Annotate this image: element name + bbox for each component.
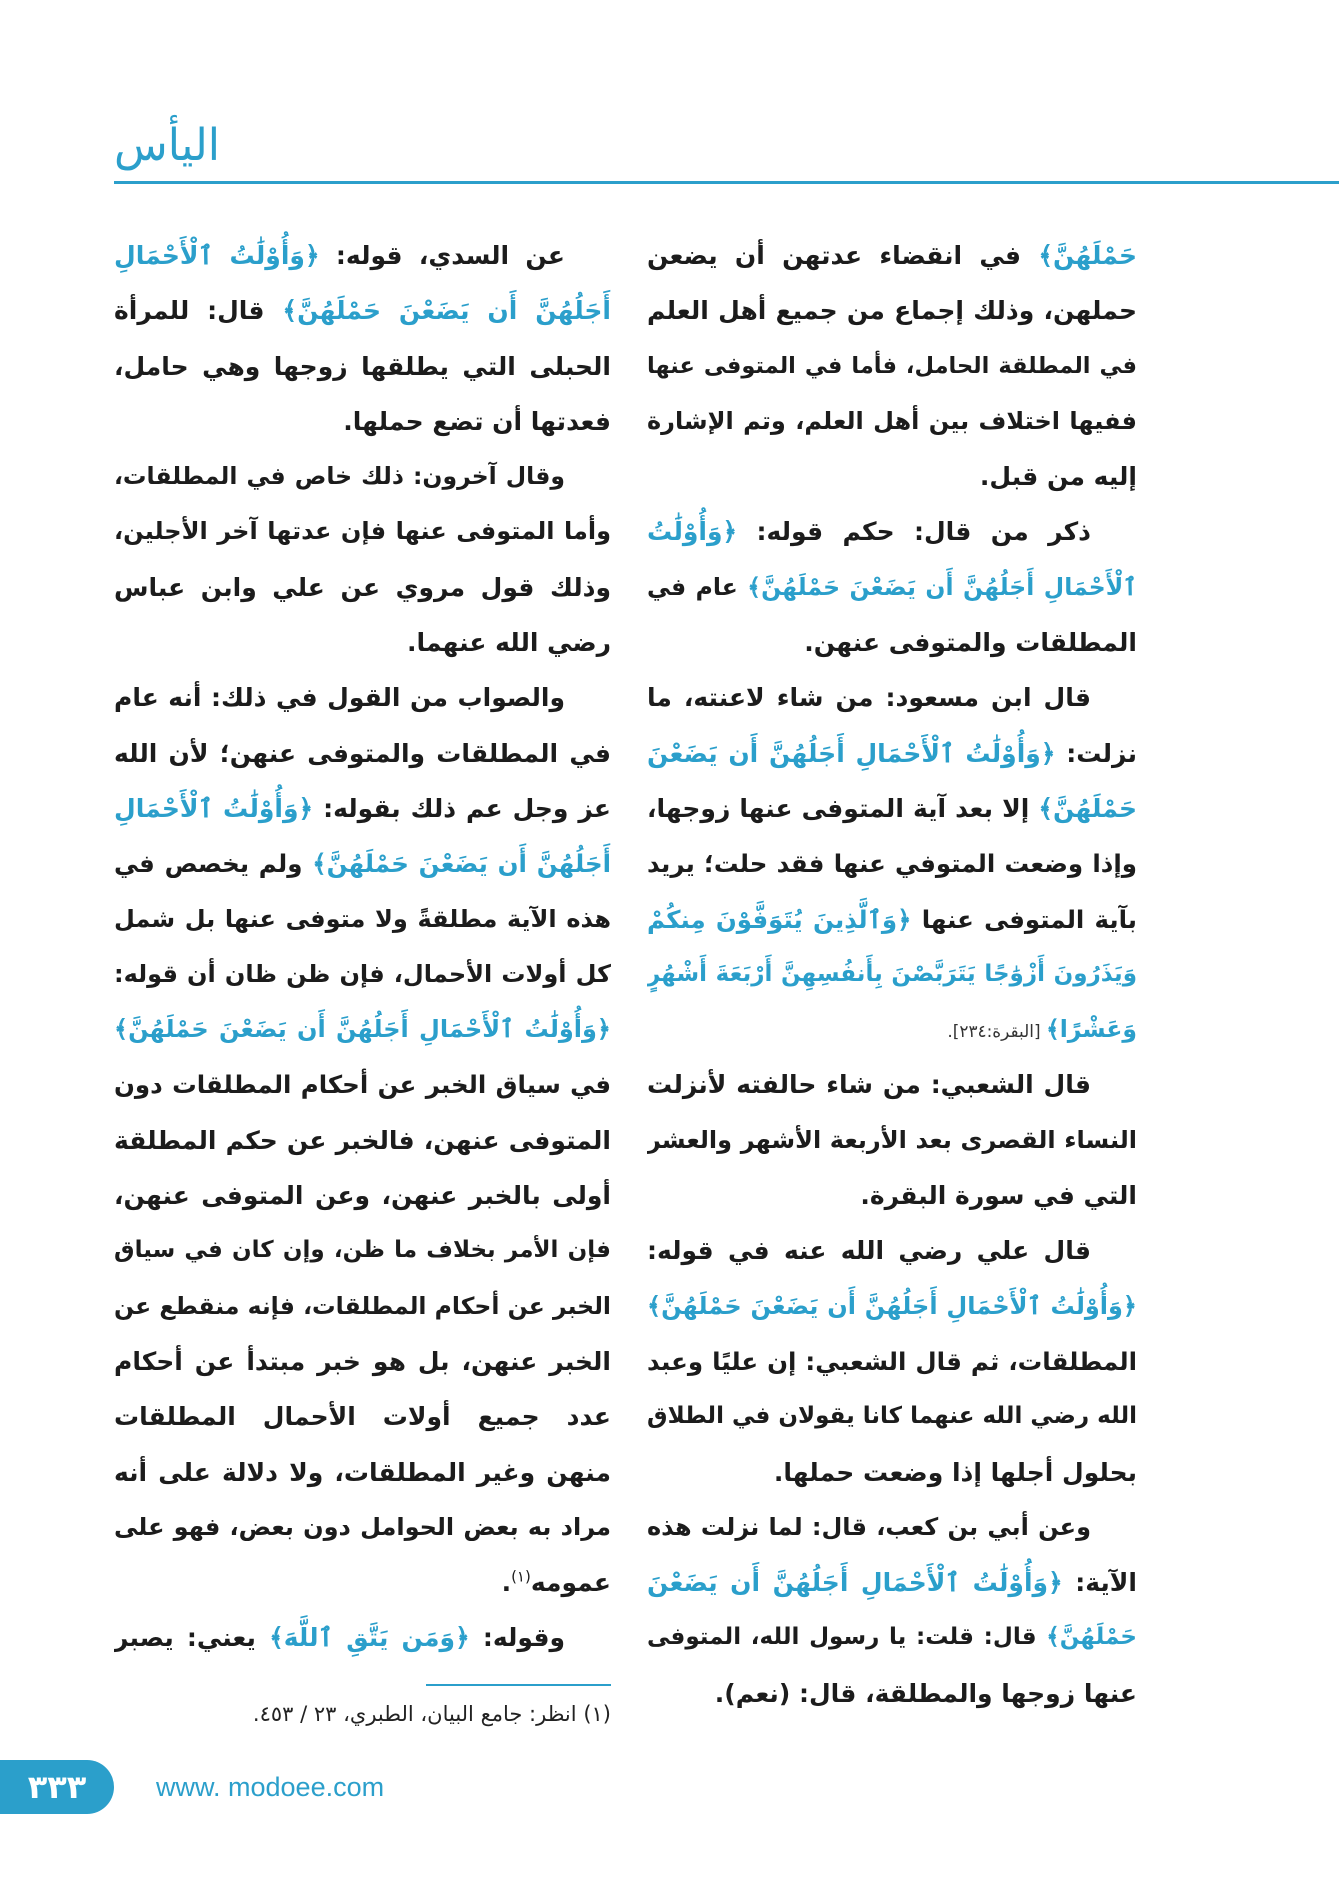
header-rule: [114, 181, 1339, 184]
body-text: فعدتها أن تضع حملها.: [343, 406, 611, 436]
text-line: [114, 1389, 611, 1444]
quran-verse: وَيَذَرُونَ أَزْوَٰجًا يَتَرَبَّصْنَ بِأَنفُسِهِنَّ أَرْبَعَةَ أَشْهُرٍ: [647, 960, 1137, 987]
quran-verse: ﴿وَأُوْلَٰتُ ٱلْأَحْمَالِ أَجَلُهُنَّ أَن يَضَعْنَ حَمْلَهُنَّ﴾: [647, 1291, 1137, 1320]
text-line: [647, 892, 1137, 947]
verse-citation: [البقرة:٢٣٤].: [947, 1021, 1046, 1042]
body-text: وقوله:: [469, 1623, 565, 1653]
text-line: [114, 947, 611, 1002]
quran-verse: ﴿وَأُوْلَٰتُ ٱلْأَحْمَالِ أَجَلُهُنَّ أَن يَضَعْنَ: [647, 738, 1056, 768]
text-line: [114, 339, 611, 394]
quran-verse: حَمْلَهُنَّ﴾: [1046, 1624, 1137, 1651]
body-text: الخبر عن أحكام المطلقات، فإنه منقطع عن: [114, 1291, 611, 1320]
body-text: وقال آخرون: ذلك خاص في المطلقات،: [114, 462, 565, 491]
text-line: [114, 228, 611, 283]
text-line: [647, 836, 1137, 891]
text-line: [647, 1168, 1137, 1223]
text-line: [647, 1113, 1137, 1168]
paragraph: [647, 228, 1137, 504]
body-text: قال الشعبي: من شاء حالفته لأنزلت: [647, 1070, 1091, 1100]
text-line: [114, 670, 611, 725]
text-line: [647, 726, 1137, 781]
body-text: الله رضي الله عنهما كانا يقولان في الطلاق: [647, 1403, 1137, 1430]
body-text: حملهن، وذلك إجماع من جميع أهل العلم: [647, 296, 1137, 326]
body-text: منهن وغير المطلقات، ولا دلالة على أنه: [114, 1457, 611, 1487]
quran-verse: حَمْلَهُنَّ﴾: [1038, 793, 1137, 823]
right-column: [647, 228, 1137, 1724]
body-text: الآية:: [1062, 1568, 1137, 1598]
body-text: النساء القصرى بعد الأربعة الأشهر والعشر: [647, 1125, 1137, 1154]
text-line: [647, 1500, 1137, 1555]
text-line: [647, 615, 1137, 670]
text-line: [114, 1334, 611, 1389]
body-text: يعني: يصبر: [114, 1623, 270, 1653]
quran-verse: أَجَلُهُنَّ أَن يَضَعْنَ حَمْلَهُنَّ﴾: [282, 296, 611, 326]
paragraph: [114, 1610, 611, 1665]
text-line: [647, 1002, 1137, 1057]
paragraph: [114, 449, 611, 670]
body-text: في المطلقة الحامل، فأما في المتوفى عنها: [647, 352, 1137, 379]
page-number-tab: [0, 1760, 114, 1814]
text-line: [647, 670, 1137, 725]
text-line: [647, 339, 1137, 394]
body-text: وعن أبي بن كعب، قال: لما نزلت هذه: [647, 1512, 1091, 1541]
body-text: عمومه: [530, 1568, 611, 1598]
body-text: في سياق الخبر عن أحكام المطلقات دون: [114, 1070, 611, 1100]
body-text: وإذا وضعت المتوفي عنها فقد حلت؛ يريد: [647, 849, 1137, 879]
body-text: عدد جميع أولات الأحمال المطلقات: [114, 1402, 611, 1432]
body-text: عز وجل عم ذلك بقوله:: [313, 793, 611, 823]
body-text: المتوفى عنهن، فالخبر عن حكم المطلقة: [114, 1125, 611, 1155]
website-url: www. modoee.com: [156, 1772, 385, 1802]
quran-verse: ﴿وَأُوْلَٰتُ ٱلْأَحْمَالِ: [114, 793, 314, 823]
footnote-text: انظر: جامع البيان، الطبري، ٢٣ / ٤٥٣.: [252, 1702, 577, 1726]
text-line: [114, 1168, 611, 1223]
left-column: [114, 228, 611, 1668]
quran-verse: وَعَشْرًا﴾: [1045, 1015, 1137, 1044]
body-text: ذكر من قال: حكم قوله:: [737, 517, 1091, 547]
body-text: ففيها اختلاف بين أهل العلم، وتم الإشارة: [647, 406, 1137, 435]
text-line: [114, 504, 611, 559]
quran-verse: ﴿وَأُوْلَٰتُ ٱلْأَحْمَالِ أَجَلُهُنَّ أَن يَضَعْنَ حَمْلَهُنَّ﴾: [114, 1015, 611, 1044]
text-line: [114, 1555, 611, 1610]
text-line: [647, 947, 1137, 1002]
text-line: [114, 781, 611, 836]
body-text: .: [501, 1568, 512, 1598]
body-text: إلا بعد آية المتوفى عنها زوجها،: [647, 793, 1039, 823]
body-text: الخبر عنهن، بل هو خبر مبتدأ عن أحكام: [114, 1346, 611, 1376]
body-text: نزلت:: [1055, 738, 1137, 768]
footnote: [114, 1696, 611, 1732]
text-line: [647, 1610, 1137, 1665]
text-line: [114, 836, 611, 891]
text-line: [647, 283, 1137, 338]
body-text: قال ابن مسعود: من شاء لاعنته، ما: [647, 683, 1091, 713]
text-line: [114, 892, 611, 947]
text-line: [114, 1279, 611, 1334]
text-line: [114, 615, 611, 670]
paragraph: [114, 228, 611, 449]
paragraph: [647, 670, 1137, 1057]
text-line: [114, 1113, 611, 1168]
quran-verse: ٱلْأَحْمَالِ أَجَلُهُنَّ أَن يَضَعْنَ حَمْلَهُنَّ﴾: [747, 572, 1137, 601]
quran-verse: ﴿وَٱلَّذِينَ يُتَوَفَّوْنَ مِنكُمْ: [647, 904, 912, 934]
text-line: [647, 1057, 1137, 1112]
paragraph: [647, 1223, 1137, 1499]
body-text: كل أولات الأحمال، فإن ظن ظان أن قوله:: [114, 959, 611, 988]
text-line: [114, 1002, 611, 1057]
text-line: [114, 560, 611, 615]
body-text: بحلول أجلها إذا وضعت حملها.: [773, 1457, 1137, 1487]
footnotes: [114, 1696, 611, 1732]
body-text: قال: قلت: يا رسول الله، المتوفى: [647, 1624, 1047, 1651]
text-line: [647, 1666, 1137, 1721]
paragraph: [647, 504, 1137, 670]
body-text: مراد به بعض الحوامل دون بعض، فهو على: [114, 1512, 611, 1541]
text-line: [647, 1279, 1137, 1334]
body-text: أولى بالخبر عنهن، وعن المتوفى عنهن،: [114, 1181, 611, 1211]
body-text: المطلقات والمتوفى عنهن.: [804, 628, 1137, 658]
body-text: قال علي رضي الله عنه في قوله:: [647, 1236, 1091, 1266]
body-text: إليه من قبل.: [979, 462, 1137, 492]
page-number: ٣٣٣: [27, 1768, 87, 1806]
body-text: بآية المتوفى عنها: [911, 904, 1137, 934]
text-line: [114, 283, 611, 338]
text-line: [647, 781, 1137, 836]
footnote-marker: (١): [583, 1702, 611, 1726]
body-text: والصواب من القول في ذلك: أنه عام: [114, 683, 565, 713]
running-header-title: اليأس: [114, 120, 221, 171]
body-text: وأما المتوفى عنها فإن عدتها آخر الأجلين،: [114, 517, 611, 546]
text-line: [647, 1445, 1137, 1500]
text-line: [114, 1445, 611, 1500]
text-line: [647, 449, 1137, 504]
paragraph: [647, 1500, 1137, 1721]
body-text: فإن الأمر بخلاف ما ظن، وإن كان في سياق: [114, 1237, 611, 1264]
quran-verse: حَمْلَهُنَّ﴾: [1038, 241, 1137, 270]
body-text: عن السدي، قوله:: [319, 241, 565, 270]
body-text: في المطلقات والمتوفى عنهن؛ لأن الله: [114, 738, 611, 768]
quran-verse: ﴿وَمَن يَتَّقِ ٱللَّهَ﴾: [269, 1623, 470, 1653]
body-text: هذه الآية مطلقةً ولا متوفى عنها بل شمل: [114, 904, 611, 933]
text-line: [647, 1389, 1137, 1444]
text-line: [114, 1500, 611, 1555]
quran-verse: أَجَلُهُنَّ أَن يَضَعْنَ حَمْلَهُنَّ﴾: [312, 849, 611, 879]
body-text: قال: للمرأة: [114, 296, 283, 326]
body-text: في انقضاء عدتهن أن يضعن: [647, 241, 1039, 270]
text-line: [114, 449, 611, 504]
quran-verse: ﴿وَأُوْلَٰتُ ٱلْأَحْمَالِ أَجَلُهُنَّ أَن يَضَعْنَ: [647, 1568, 1063, 1598]
paragraph: [114, 670, 611, 1610]
body-text: عنها زوجها والمطلقة، قال: (نعم).: [714, 1678, 1137, 1708]
paragraph: [647, 1057, 1137, 1223]
footnote-separator: [426, 1684, 611, 1686]
text-line: [114, 1057, 611, 1112]
quran-verse: ﴿وَأُوْلَٰتُ: [647, 517, 738, 547]
text-line: [647, 228, 1137, 283]
text-line: [647, 1223, 1137, 1278]
body-text: المطلقات، ثم قال الشعبي: إن عليًا وعبد: [647, 1346, 1137, 1376]
text-line: [647, 1334, 1137, 1389]
text-line: [647, 504, 1137, 559]
text-line: [114, 1610, 611, 1665]
text-line: [114, 726, 611, 781]
footnote-reference: (١): [511, 1567, 531, 1586]
quran-verse: ﴿وَأُوْلَٰتُ ٱلْأَحْمَالِ: [114, 241, 320, 270]
text-line: [114, 394, 611, 449]
body-text: ولم يخصص في: [114, 849, 313, 879]
text-line: [114, 1223, 611, 1278]
body-text: عام في: [647, 572, 748, 601]
body-text: الحبلى التي يطلقها زوجها وهي حامل،: [114, 351, 611, 381]
text-line: [647, 560, 1137, 615]
body-text: رضي الله عنهما.: [406, 628, 611, 658]
text-line: [647, 394, 1137, 449]
body-text: وذلك قول مروي عن علي وابن عباس: [114, 572, 611, 602]
body-text: التي في سورة البقرة.: [860, 1181, 1137, 1211]
text-line: [647, 1555, 1137, 1610]
